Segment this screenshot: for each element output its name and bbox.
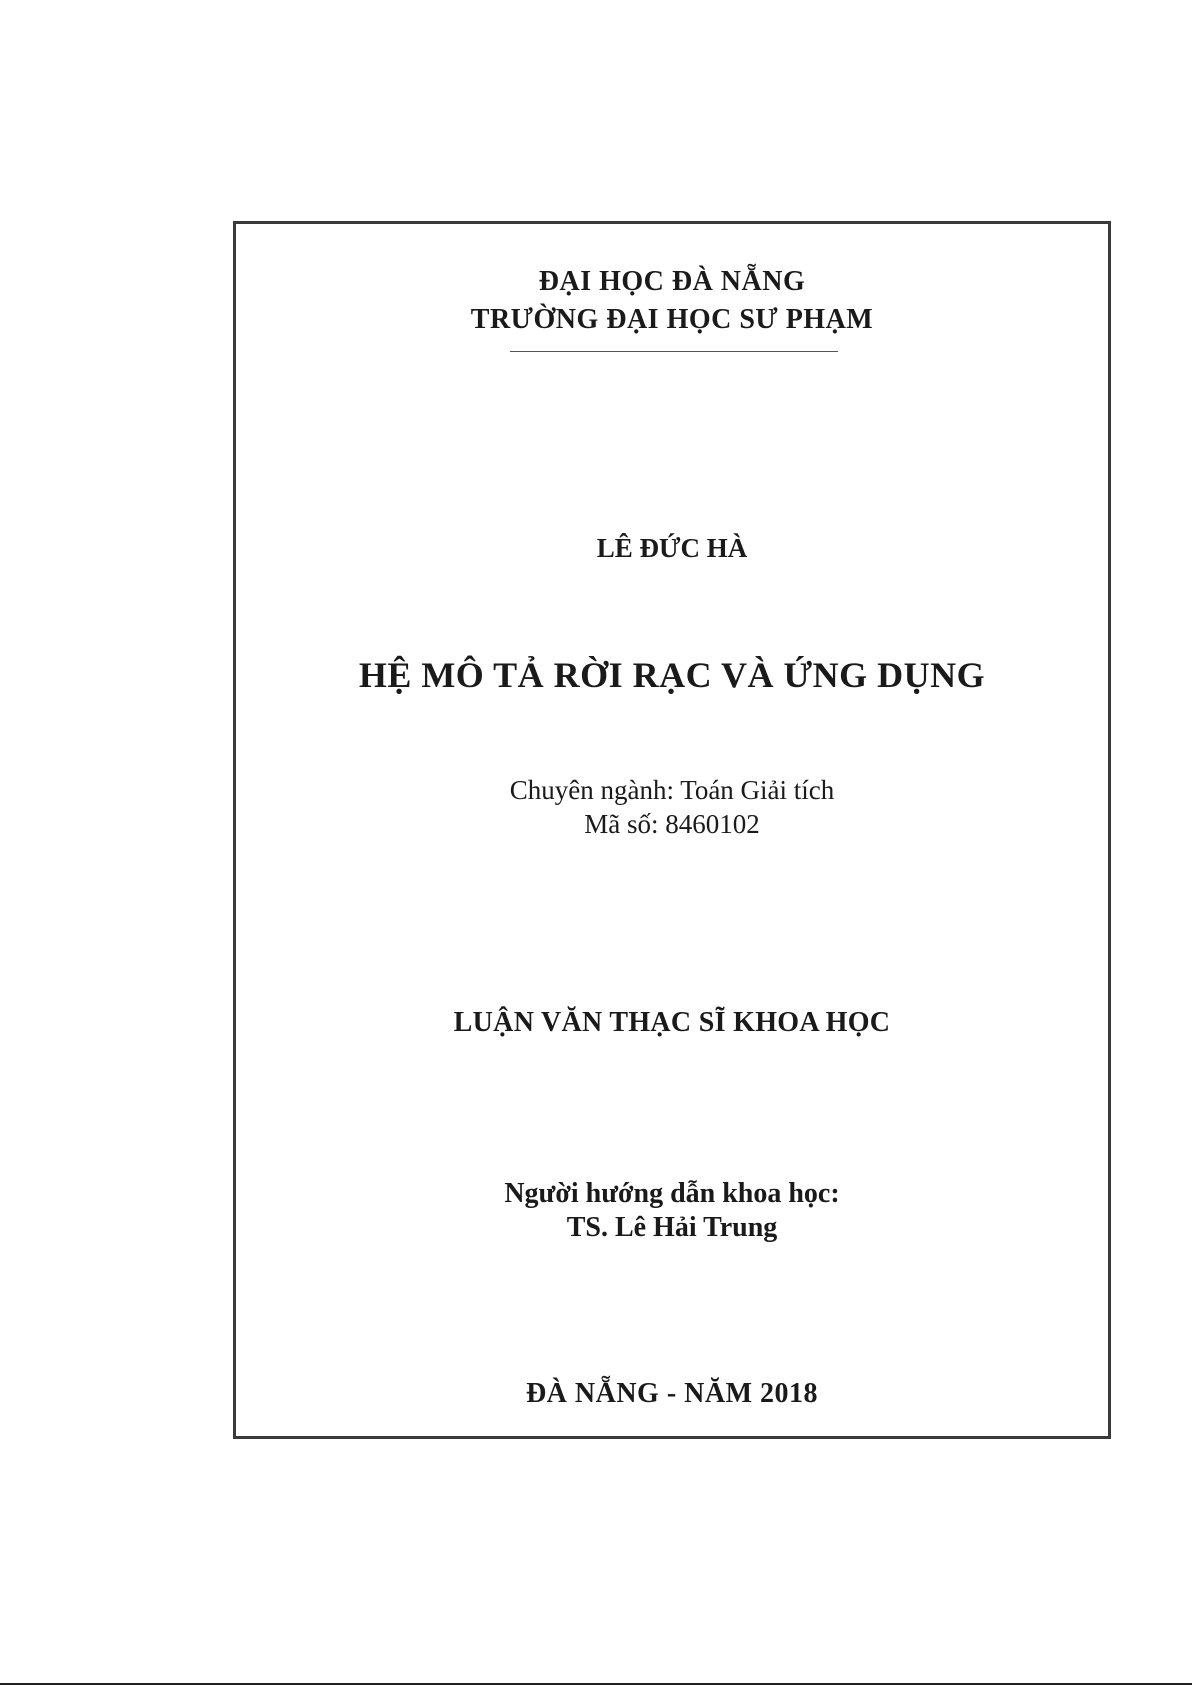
header-divider: [510, 351, 838, 352]
advisor-name: TS. Lê Hải Trung: [566, 1212, 778, 1243]
university-name: ĐẠI HỌC ĐÀ NẴNG: [538, 266, 806, 297]
thesis-title: HỆ MÔ TẢ RỜI RẠC VÀ ỨNG DỤNG: [358, 655, 986, 695]
cover-page-frame: [233, 221, 1111, 1439]
specialization-major: Chuyên ngành: Toán Giải tích: [509, 775, 835, 805]
specialization-code: Mã số: 8460102: [584, 809, 760, 839]
advisor-label: Người hướng dẫn khoa học:: [504, 1178, 840, 1209]
author-name: LÊ ĐỨC HÀ: [596, 533, 748, 563]
school-name: TRƯỜNG ĐẠI HỌC SƯ PHẠM: [470, 304, 874, 335]
place-and-year: ĐÀ NẴNG - NĂM 2018: [525, 1378, 819, 1409]
degree-type: LUẬN VĂN THẠC SĨ KHOA HỌC: [453, 1007, 891, 1038]
